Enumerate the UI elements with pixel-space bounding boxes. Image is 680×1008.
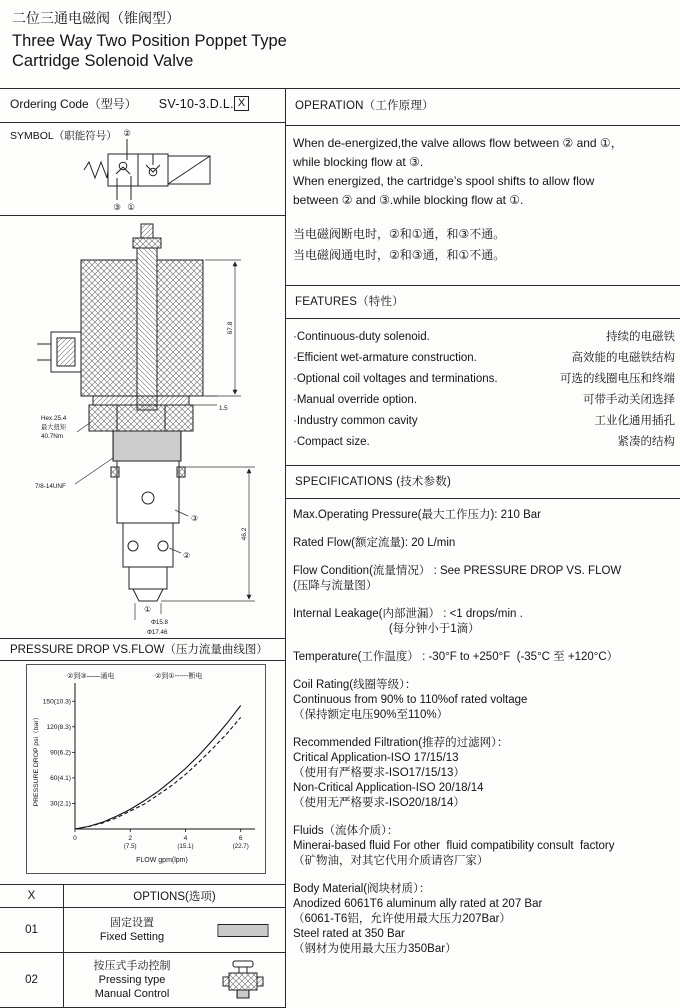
o-ring — [111, 467, 119, 477]
feature-text-en: ·Industry common cavity — [293, 415, 418, 427]
feature-text-cn: 工业化通用插孔 — [594, 415, 675, 427]
port-hole — [128, 541, 138, 551]
valve-nose — [133, 589, 163, 601]
page-header — [12, 8, 287, 71]
symbol-port-3: ③ — [113, 202, 121, 212]
feature-item — [293, 432, 675, 453]
operation-line: while blocking flow at ③. — [293, 155, 424, 169]
column-divider — [285, 88, 286, 1008]
symbol-label: SYMBOL（职能符号） — [10, 130, 117, 142]
spec-line: Fluids（流体介质）： — [293, 825, 399, 837]
feature-item — [293, 327, 675, 348]
manual-button-icon — [221, 960, 265, 1000]
chart-ylabel: PRESSURE DROP psi（bar） — [33, 713, 40, 807]
armature-tube — [137, 248, 157, 410]
feature-text-cn: 可选的线圈电压和终端 — [560, 373, 675, 385]
features-list — [293, 327, 675, 453]
spec-line: Anodized 6061T6 aluminum ally rated at 207 Bar — [293, 898, 543, 910]
option-02-icon-cell — [200, 952, 285, 1007]
ordering-code-row — [10, 95, 249, 112]
spec-item — [293, 536, 678, 551]
divider — [285, 498, 680, 499]
option-label-en: Pressing type — [98, 974, 166, 986]
chart-xtick-sublabel: (22.7) — [232, 843, 249, 850]
divider — [285, 285, 680, 286]
section-title-features: FEATURES（特性） — [295, 296, 404, 308]
spec-line: (压降与流量图） — [293, 580, 378, 592]
operation-line-cn: 当电磁阀通电时，②和③通，和①不通。 — [293, 248, 506, 262]
feature-item — [293, 348, 675, 369]
options-table — [0, 884, 285, 1008]
chart-ytick-label: 30(2.1) — [50, 800, 71, 808]
spec-line: （矿物油，对其它代用介质请咨厂家） — [293, 855, 489, 867]
option-02-label — [64, 952, 200, 1007]
option-label-cn: 固定设置 — [110, 917, 154, 929]
dim-washer: 1.5 — [219, 405, 228, 412]
thread-section — [113, 431, 181, 461]
option-01-icon-cell — [200, 907, 285, 952]
divider — [0, 88, 680, 89]
spec-line: Recommended Filtration(推荐的过滤网）： — [293, 737, 509, 749]
divider — [285, 465, 680, 466]
spec-line: Body Material(阀块材质）： — [293, 883, 431, 895]
spec-item — [293, 678, 678, 723]
feature-text-en: ·Continuous-duty solenoid. — [293, 331, 430, 343]
chart-legend-energized: ②到③——通电 — [67, 673, 115, 680]
spec-line: Minerai-based fluid For other fluid compatibility consult factory — [293, 840, 615, 852]
valve-cross-section-drawing — [5, 220, 280, 638]
page-title-en-line2: Cartridge Solenoid Valve — [12, 52, 194, 70]
symbol-port-2: ② — [123, 128, 131, 138]
ordering-code-label: Ordering Code（型号） — [10, 97, 137, 111]
chart-xtick-sublabel: (7.5) — [123, 843, 137, 850]
option-label-en: Manual Control — [94, 988, 170, 1000]
divider — [285, 318, 680, 319]
spring-symbol-icon — [84, 162, 108, 178]
dia-large-label: Φ17.46 — [147, 629, 168, 636]
chart-series-line — [75, 717, 241, 829]
chart-series-line — [75, 706, 241, 830]
chart-xtick-label: 4 — [183, 835, 188, 842]
feature-text-cn: 高效能的电磁铁结构 — [571, 352, 675, 364]
feature-text-en: ·Optional coil voltages and terminations. — [293, 373, 498, 385]
dia-small-label: Φ15.8 — [151, 619, 168, 626]
option-01-code: 01 — [0, 907, 64, 952]
feature-item — [293, 411, 675, 432]
option-label-cn: 按压式手动控制 — [93, 960, 171, 972]
hex-note-3: 40.7Nm — [41, 433, 64, 440]
feature-text-cn: 可带手动关闭选择 — [583, 394, 675, 406]
chart-xtick-label: 2 — [128, 835, 133, 842]
page-title-en-line1: Three Way Two Position Poppet Type — [12, 32, 287, 50]
feature-text-cn: 紧凑的结构 — [617, 436, 675, 448]
drawing-port-1: ① — [144, 605, 152, 614]
spec-line: Critical Application-ISO 17/15/13 — [293, 752, 459, 764]
feature-item — [293, 390, 675, 411]
option-01-label — [64, 907, 200, 952]
dim-cartridge-length: 46.2 — [241, 527, 248, 541]
section-title-specifications: SPECIFICATIONS (技术参数) — [295, 476, 452, 488]
ordering-code-option-box: X — [234, 96, 249, 111]
spec-line: Flow Condition(流量情况） : See PRESSURE DROP VS. FLOW — [293, 565, 622, 577]
chart-xtick-sublabel: (15.1) — [177, 843, 194, 850]
hydraulic-symbol — [68, 126, 238, 214]
ordering-code-value: SV-10-3.D.L. — [158, 96, 234, 111]
spec-line: Coil Rating(线圈等级）： — [293, 679, 417, 691]
spec-list — [293, 508, 678, 970]
spec-line: Rated Flow(额定流量): 20 L/min — [293, 537, 456, 549]
spec-line: Internal Leakage(内部泄漏） : <1 drops/min . — [293, 608, 523, 620]
operation-line: When de-energized,the valve allows flow between ② and ①， — [293, 136, 623, 150]
spec-item — [293, 882, 678, 957]
chart-xlabel: FLOW gpm(lpm) — [136, 857, 188, 864]
spec-line: Continuous from 90% to 110%of rated voltage — [293, 694, 528, 706]
spec-item — [293, 564, 678, 594]
pressure-flow-chart — [26, 664, 266, 874]
divider — [0, 215, 285, 216]
spec-item — [293, 607, 678, 637]
threaded-plug-icon — [217, 923, 269, 938]
port-hole — [142, 492, 154, 504]
chart-ytick-label: 90(6.2) — [50, 749, 71, 757]
operation-line-cn: 当电磁阀断电时，②和①通，和③不通。 — [293, 227, 506, 241]
spec-item — [293, 736, 678, 811]
drawing-port-3: ③ — [191, 514, 199, 523]
page-title-cn: 二位三通电磁阀（锥阀型） — [12, 10, 180, 26]
divider — [0, 660, 285, 661]
option-02-code: 02 — [0, 952, 64, 1007]
spec-line: Non-Critical Application-ISO 20/18/14 — [293, 782, 484, 794]
operation-line: between ② and ③.while blocking flow at ①. — [293, 193, 524, 207]
chart-xtick-label: 6 — [238, 835, 243, 842]
o-ring — [177, 467, 185, 477]
feature-text-en: ·Manual override option. — [293, 394, 418, 406]
options-header: OPTIONS(选项) — [64, 884, 285, 907]
section-title-operation: OPERATION（工作原理） — [295, 100, 434, 112]
chart-legend-deenergized: ②到①------断电 — [155, 673, 203, 680]
options-col-x-header: X — [0, 884, 64, 907]
hex-note-1: Hex.25.4 — [41, 415, 67, 422]
option-label-en: Fixed Setting — [99, 931, 165, 943]
divider — [0, 122, 285, 123]
symbol-port-1: ① — [127, 202, 135, 212]
hex-nut — [89, 405, 193, 431]
spec-line: （钢材为使用最大压力350Bar） — [293, 943, 457, 955]
feature-text-cn: 持续的电磁铁 — [606, 331, 675, 343]
chart-ytick-label: 150(10.3) — [42, 698, 71, 706]
spec-line: （使用有严格要求-ISO17/15/13） — [293, 767, 465, 779]
spec-line: （6061-T6铝，允许使用最大压力207Bar） — [293, 913, 511, 925]
spec-item — [293, 650, 678, 665]
chart-xtick-label: 0 — [73, 835, 77, 842]
spec-line: Temperature(工作温度） : -30°F to +250°F (-35°C 至 +120°C） — [293, 651, 619, 663]
spec-item — [293, 508, 678, 523]
dim-coil-height: 67.8 — [227, 321, 234, 335]
feature-text-en: ·Efficient wet-armature construction. — [293, 352, 477, 364]
spec-line: Max.Operating Pressure(最大工作压力): 210 Bar — [293, 509, 541, 521]
chart-plot — [27, 665, 263, 871]
feature-text-en: ·Compact size. — [293, 436, 370, 448]
operation-text — [293, 134, 675, 266]
chart-ytick-label: 120(8.3) — [46, 723, 71, 731]
spec-line: （使用无严格要求-ISO20/18/14） — [293, 797, 465, 809]
hex-note-2: 最大扭矩 — [41, 424, 67, 431]
section-title-pressure-drop: PRESSURE DROP VS.FLOW（压力流量曲线图） — [10, 644, 268, 656]
spec-line: Steel rated at 350 Bar — [293, 928, 405, 940]
spec-item — [293, 824, 678, 869]
spec-line: (每分钟小于1滴） — [293, 623, 480, 635]
operation-line: When energized, the cartridge’s spool shifts to allow flow — [293, 174, 595, 188]
poppet-ball-icon — [119, 162, 127, 170]
port-hole — [158, 541, 168, 551]
divider — [285, 125, 680, 126]
feature-item — [293, 369, 675, 390]
divider — [0, 638, 285, 639]
chart-ytick-label: 60(4.1) — [50, 775, 71, 783]
drawing-port-2: ② — [183, 551, 191, 560]
thread-spec-label: 7/8-14UNF — [35, 483, 66, 490]
spec-line: （保持额定电压90%至110%） — [293, 709, 449, 721]
